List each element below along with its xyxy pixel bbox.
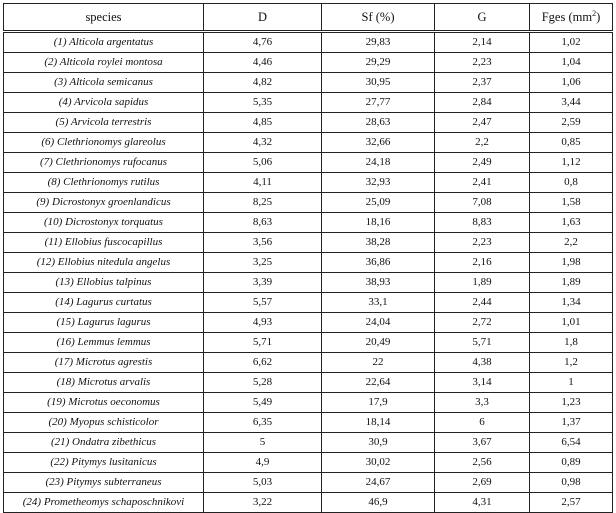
cell-g: 2,49 — [435, 153, 530, 173]
cell-g: 2,47 — [435, 113, 530, 133]
cell-d: 5,49 — [204, 393, 322, 413]
cell-d: 4,9 — [204, 453, 322, 473]
cell-g: 4,38 — [435, 353, 530, 373]
table-row — [4, 233, 613, 253]
cell-sf: 29,29 — [322, 53, 435, 73]
table-body — [4, 32, 613, 513]
table-row — [4, 113, 613, 133]
cell-d: 4,82 — [204, 73, 322, 93]
table-row — [4, 293, 613, 313]
cell-species: (7) Clethrionomys rufocanus — [4, 153, 204, 173]
cell-species: (4) Arvicola sapidus — [4, 93, 204, 113]
cell-g: 2,69 — [435, 473, 530, 493]
cell-g: 2,16 — [435, 253, 530, 273]
cell-g: 3,14 — [435, 373, 530, 393]
cell-g: 3,3 — [435, 393, 530, 413]
cell-sf: 46,9 — [322, 493, 435, 513]
cell-sf: 28,63 — [322, 113, 435, 133]
cell-g: 2,37 — [435, 73, 530, 93]
cell-species: (11) Ellobius fuscocapillus — [4, 233, 204, 253]
table-row — [4, 32, 613, 53]
cell-g: 2,23 — [435, 53, 530, 73]
cell-fges: 1,23 — [530, 393, 613, 413]
cell-fges: 0,89 — [530, 453, 613, 473]
cell-species: (23) Pitymys subterraneus — [4, 473, 204, 493]
cell-sf: 18,16 — [322, 213, 435, 233]
cell-d: 5,35 — [204, 93, 322, 113]
cell-species: (15) Lagurus lagurus — [4, 313, 204, 333]
cell-sf: 24,18 — [322, 153, 435, 173]
cell-d: 5,28 — [204, 373, 322, 393]
cell-species: (24) Prometheomys schaposchnikovi — [4, 493, 204, 513]
cell-sf: 36,86 — [322, 253, 435, 273]
cell-fges: 1,34 — [530, 293, 613, 313]
cell-sf: 32,93 — [322, 173, 435, 193]
cell-d: 6,62 — [204, 353, 322, 373]
cell-fges: 1,89 — [530, 273, 613, 293]
header-g: G — [435, 4, 530, 32]
header-fges-close: ) — [596, 9, 601, 24]
cell-sf: 30,9 — [322, 433, 435, 453]
cell-sf: 24,04 — [322, 313, 435, 333]
cell-species: (9) Dicrostonyx groenlandicus — [4, 193, 204, 213]
cell-fges: 0,8 — [530, 173, 613, 193]
cell-fges: 1,98 — [530, 253, 613, 273]
header-fges-text: Fges (mm — [541, 9, 593, 24]
cell-fges: 1,37 — [530, 413, 613, 433]
cell-species: (1) Alticola argentatus — [4, 32, 204, 53]
cell-d: 6,35 — [204, 413, 322, 433]
table-row — [4, 473, 613, 493]
table-header-row — [4, 4, 613, 32]
cell-fges: 2,2 — [530, 233, 613, 253]
table-row — [4, 273, 613, 293]
cell-fges: 1,12 — [530, 153, 613, 173]
cell-sf: 22,64 — [322, 373, 435, 393]
cell-fges: 1,58 — [530, 193, 613, 213]
cell-sf: 30,02 — [322, 453, 435, 473]
cell-sf: 32,66 — [322, 133, 435, 153]
table-row — [4, 393, 613, 413]
header-fges — [530, 4, 613, 32]
cell-species: (8) Clethrionomys rutilus — [4, 173, 204, 193]
cell-species: (3) Alticola semicanus — [4, 73, 204, 93]
cell-sf: 29,83 — [322, 32, 435, 53]
table-row — [4, 373, 613, 393]
cell-sf: 22 — [322, 353, 435, 373]
cell-sf: 24,67 — [322, 473, 435, 493]
table-row — [4, 433, 613, 453]
cell-species: (22) Pitymys lusitanicus — [4, 453, 204, 473]
table-row — [4, 493, 613, 513]
cell-d: 3,39 — [204, 273, 322, 293]
cell-sf: 20,49 — [322, 333, 435, 353]
cell-species: (5) Arvicola terrestris — [4, 113, 204, 133]
cell-species: (14) Lagurus curtatus — [4, 293, 204, 313]
cell-g: 2,41 — [435, 173, 530, 193]
cell-sf: 30,95 — [322, 73, 435, 93]
cell-fges: 1,01 — [530, 313, 613, 333]
table-row — [4, 353, 613, 373]
cell-species: (18) Microtus arvalis — [4, 373, 204, 393]
cell-g: 3,67 — [435, 433, 530, 453]
table-row — [4, 313, 613, 333]
cell-fges: 2,59 — [530, 113, 613, 133]
table-row — [4, 213, 613, 233]
cell-species: (2) Alticola roylei montosa — [4, 53, 204, 73]
cell-g: 5,71 — [435, 333, 530, 353]
cell-d: 4,93 — [204, 313, 322, 333]
cell-sf: 38,28 — [322, 233, 435, 253]
cell-g: 7,08 — [435, 193, 530, 213]
table-row — [4, 253, 613, 273]
cell-d: 4,11 — [204, 173, 322, 193]
cell-species: (10) Dicrostonyx torquatus — [4, 213, 204, 233]
cell-fges: 1,63 — [530, 213, 613, 233]
cell-fges: 1,02 — [530, 32, 613, 53]
cell-fges: 3,44 — [530, 93, 613, 113]
header-sf: Sf (%) — [322, 4, 435, 32]
cell-d: 8,63 — [204, 213, 322, 233]
cell-g: 2,56 — [435, 453, 530, 473]
cell-g: 2,14 — [435, 32, 530, 53]
cell-d: 8,25 — [204, 193, 322, 213]
cell-d: 3,22 — [204, 493, 322, 513]
cell-d: 5,03 — [204, 473, 322, 493]
cell-d: 5,71 — [204, 333, 322, 353]
cell-sf: 33,1 — [322, 293, 435, 313]
cell-sf: 17,9 — [322, 393, 435, 413]
cell-fges: 1,04 — [530, 53, 613, 73]
cell-d: 3,56 — [204, 233, 322, 253]
table-row — [4, 333, 613, 353]
cell-g: 2,44 — [435, 293, 530, 313]
cell-species: (6) Clethrionomys glareolus — [4, 133, 204, 153]
table-row — [4, 153, 613, 173]
cell-d: 5,06 — [204, 153, 322, 173]
cell-species: (20) Myopus schisticolor — [4, 413, 204, 433]
cell-d: 4,85 — [204, 113, 322, 133]
table-row — [4, 93, 613, 113]
species-measurement-table — [3, 3, 613, 513]
cell-d: 5 — [204, 433, 322, 453]
table-row — [4, 413, 613, 433]
cell-species: (21) Ondatra zibethicus — [4, 433, 204, 453]
cell-g: 4,31 — [435, 493, 530, 513]
cell-d: 3,25 — [204, 253, 322, 273]
cell-fges: 1,06 — [530, 73, 613, 93]
table-row — [4, 53, 613, 73]
cell-g: 2,84 — [435, 93, 530, 113]
cell-fges: 1,8 — [530, 333, 613, 353]
cell-d: 4,46 — [204, 53, 322, 73]
cell-sf: 18,14 — [322, 413, 435, 433]
cell-g: 2,2 — [435, 133, 530, 153]
cell-fges: 1 — [530, 373, 613, 393]
cell-sf: 27,77 — [322, 93, 435, 113]
cell-g: 2,72 — [435, 313, 530, 333]
table-row — [4, 133, 613, 153]
cell-d: 5,57 — [204, 293, 322, 313]
cell-g: 6 — [435, 413, 530, 433]
cell-fges: 1,2 — [530, 353, 613, 373]
cell-species: (13) Ellobius talpinus — [4, 273, 204, 293]
cell-g: 1,89 — [435, 273, 530, 293]
table-row — [4, 73, 613, 93]
cell-species: (12) Ellobius nitedula angelus — [4, 253, 204, 273]
cell-d: 4,32 — [204, 133, 322, 153]
cell-species: (19) Microtus oeconomus — [4, 393, 204, 413]
table-row — [4, 193, 613, 213]
cell-fges: 0,85 — [530, 133, 613, 153]
cell-fges: 6,54 — [530, 433, 613, 453]
cell-sf: 25,09 — [322, 193, 435, 213]
cell-d: 4,76 — [204, 32, 322, 53]
cell-sf: 38,93 — [322, 273, 435, 293]
header-fges-superscript: 2 — [592, 8, 597, 18]
cell-species: (16) Lemmus lemmus — [4, 333, 204, 353]
cell-species: (17) Microtus agrestis — [4, 353, 204, 373]
header-species: species — [4, 4, 204, 32]
table-row — [4, 453, 613, 473]
cell-fges: 0,98 — [530, 473, 613, 493]
table-row — [4, 173, 613, 193]
cell-g: 8,83 — [435, 213, 530, 233]
cell-g: 2,23 — [435, 233, 530, 253]
cell-fges: 2,57 — [530, 493, 613, 513]
header-d: D — [204, 4, 322, 32]
